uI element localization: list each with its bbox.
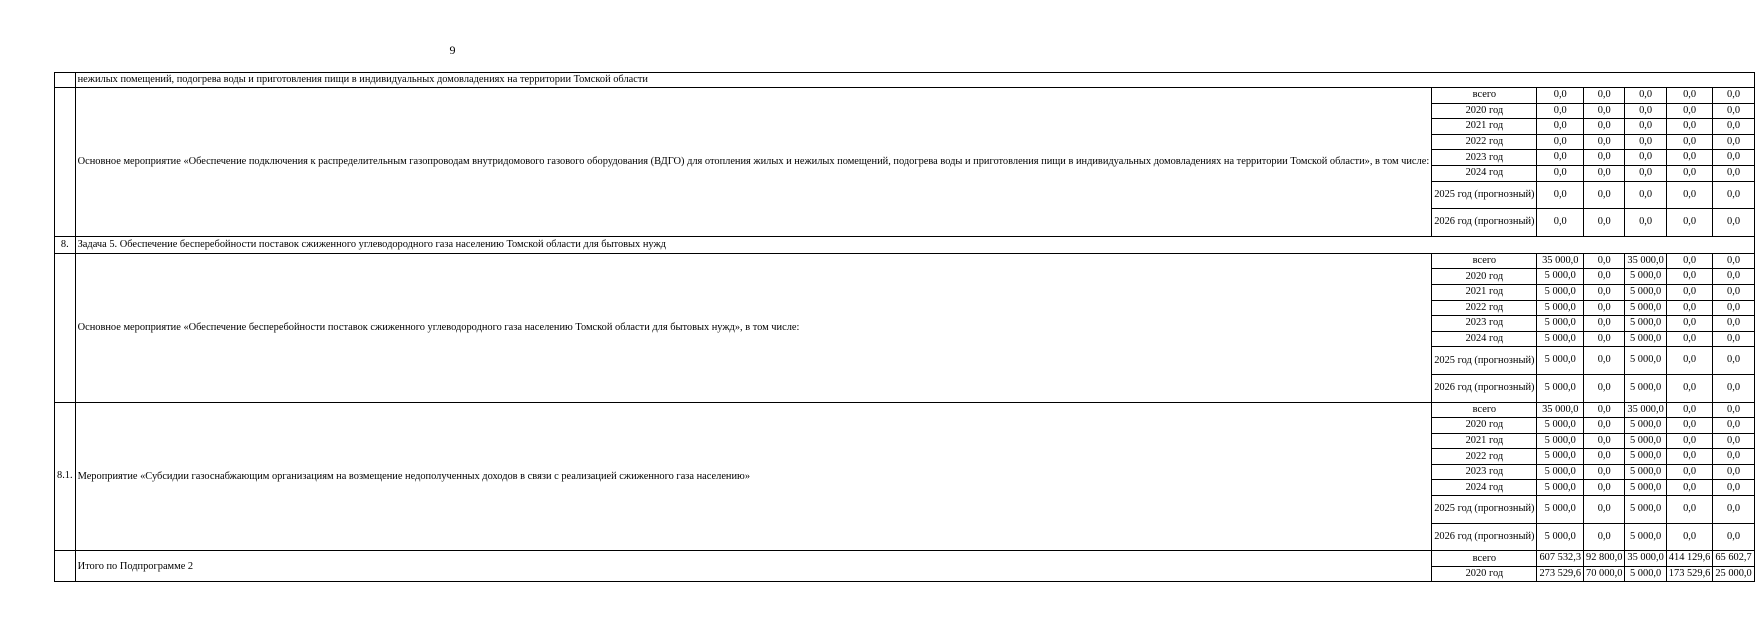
value-cell: 0,0 [1666, 181, 1713, 209]
value-cell: 0,0 [1625, 119, 1666, 135]
value-cell: 0,0 [1666, 284, 1713, 300]
value-cell: 0,0 [1666, 433, 1713, 449]
value-cell: 0,0 [1584, 150, 1625, 166]
value-cell: 65 602,7 [1713, 551, 1754, 567]
value-cell: 414 129,6 [1666, 551, 1713, 567]
value-cell: 70 000,0 [1584, 566, 1625, 582]
value-cell: 5 000,0 [1625, 331, 1666, 347]
value-cell: 273 529,6 [1537, 566, 1584, 582]
value-cell: 0,0 [1666, 402, 1713, 418]
value-cell: 0,0 [1537, 103, 1584, 119]
period-cell: 2020 год [1432, 269, 1537, 285]
period-cell: 2026 год (прогнозный) [1432, 523, 1537, 551]
value-cell: 5 000,0 [1537, 449, 1584, 465]
value-cell: 0,0 [1625, 103, 1666, 119]
value-cell: 0,0 [1584, 300, 1625, 316]
value-cell: 0,0 [1537, 209, 1584, 237]
value-cell: 5 000,0 [1625, 496, 1666, 524]
value-cell: 0,0 [1666, 150, 1713, 166]
value-cell: 0,0 [1713, 464, 1754, 480]
value-cell: 25 000,0 [1713, 566, 1754, 582]
value-cell: 5 000,0 [1625, 433, 1666, 449]
value-cell: 0,0 [1666, 209, 1713, 237]
value-cell: 0,0 [1666, 449, 1713, 465]
value-cell: 0,0 [1584, 374, 1625, 402]
value-cell: 0,0 [1584, 253, 1625, 269]
period-cell: 2021 год [1432, 433, 1537, 449]
continuation-text: нежилых помещений, подогрева воды и приготовления пищи в индивидуальных домовладениях на территории Томской области [75, 73, 1754, 88]
period-cell: всего [1432, 253, 1537, 269]
value-cell: 0,0 [1713, 150, 1754, 166]
value-cell: 0,0 [1713, 496, 1754, 524]
value-cell: 5 000,0 [1625, 269, 1666, 285]
value-cell: 0,0 [1713, 134, 1754, 150]
period-cell: 2026 год (прогнозный) [1432, 209, 1537, 237]
value-cell: 0,0 [1713, 300, 1754, 316]
continuation-num-cell [55, 73, 76, 88]
value-cell: 5 000,0 [1625, 523, 1666, 551]
value-cell: 0,0 [1584, 119, 1625, 135]
value-cell: 5 000,0 [1537, 496, 1584, 524]
value-cell: 0,0 [1713, 480, 1754, 496]
task-row [55, 236, 1755, 253]
task-number: 8. [55, 236, 76, 253]
value-cell: 0,0 [1584, 418, 1625, 434]
value-cell: 5 000,0 [1625, 284, 1666, 300]
value-cell: 0,0 [1713, 347, 1754, 375]
value-cell: 5 000,0 [1625, 464, 1666, 480]
value-cell: 5 000,0 [1537, 316, 1584, 332]
period-cell: 2020 год [1432, 418, 1537, 434]
value-cell: 0,0 [1713, 418, 1754, 434]
period-cell: 2025 год (прогнозный) [1432, 181, 1537, 209]
value-cell: 0,0 [1537, 88, 1584, 104]
value-cell: 0,0 [1713, 316, 1754, 332]
value-cell: 0,0 [1666, 165, 1713, 181]
value-cell: 0,0 [1713, 209, 1754, 237]
value-cell: 0,0 [1666, 523, 1713, 551]
value-cell: 5 000,0 [1537, 523, 1584, 551]
value-cell: 0,0 [1666, 480, 1713, 496]
value-cell: 0,0 [1537, 181, 1584, 209]
item-number [55, 551, 76, 582]
value-cell: 0,0 [1584, 523, 1625, 551]
period-cell: всего [1432, 551, 1537, 567]
value-cell: 35 000,0 [1537, 402, 1584, 418]
value-cell: 0,0 [1584, 331, 1625, 347]
value-cell: 0,0 [1713, 181, 1754, 209]
period-cell: 2021 год [1432, 119, 1537, 135]
item-number: 8.1. [55, 402, 76, 551]
value-cell: 0,0 [1537, 134, 1584, 150]
table-row [55, 88, 1755, 104]
value-cell: 0,0 [1584, 134, 1625, 150]
value-cell: 0,0 [1625, 209, 1666, 237]
value-cell: 5 000,0 [1625, 449, 1666, 465]
value-cell: 0,0 [1625, 181, 1666, 209]
value-cell: 0,0 [1584, 165, 1625, 181]
period-cell: всего [1432, 402, 1537, 418]
value-cell: 5 000,0 [1625, 566, 1666, 582]
value-cell: 0,0 [1713, 165, 1754, 181]
value-cell: 607 532,3 [1537, 551, 1584, 567]
value-cell: 0,0 [1625, 150, 1666, 166]
period-cell: 2022 год [1432, 300, 1537, 316]
value-cell: 0,0 [1584, 316, 1625, 332]
value-cell: 5 000,0 [1537, 284, 1584, 300]
period-cell: 2023 год [1432, 316, 1537, 332]
period-cell: 2025 год (прогнозный) [1432, 347, 1537, 375]
value-cell: 5 000,0 [1537, 374, 1584, 402]
value-cell: 0,0 [1666, 300, 1713, 316]
period-cell: 2021 год [1432, 284, 1537, 300]
value-cell: 0,0 [1713, 433, 1754, 449]
value-cell: 0,0 [1666, 418, 1713, 434]
value-cell: 0,0 [1625, 165, 1666, 181]
period-cell: 2024 год [1432, 480, 1537, 496]
page-number: 9 [449, 43, 456, 57]
value-cell: 5 000,0 [1625, 480, 1666, 496]
value-cell: 0,0 [1713, 119, 1754, 135]
value-cell: 0,0 [1666, 316, 1713, 332]
item-description: Основное мероприятие «Обеспечение бесперебойности поставок сжиженного углеводородного газа населению Томской области для бытовых нужд», в том числе: [75, 253, 1432, 402]
value-cell: 92 800,0 [1584, 551, 1625, 567]
value-cell: 0,0 [1584, 480, 1625, 496]
value-cell: 0,0 [1666, 88, 1713, 104]
value-cell: 0,0 [1713, 374, 1754, 402]
period-cell: 2023 год [1432, 464, 1537, 480]
value-cell: 0,0 [1666, 134, 1713, 150]
value-cell: 0,0 [1584, 284, 1625, 300]
value-cell: 0,0 [1584, 209, 1625, 237]
value-cell: 0,0 [1666, 253, 1713, 269]
period-cell: 2022 год [1432, 134, 1537, 150]
value-cell: 0,0 [1537, 119, 1584, 135]
item-description: Итого по Подпрограмме 2 [75, 551, 1432, 582]
value-cell: 35 000,0 [1625, 253, 1666, 269]
value-cell: 0,0 [1584, 402, 1625, 418]
value-cell: 0,0 [1713, 449, 1754, 465]
item-description: Мероприятие «Субсидии газоснабжающим организациям на возмещение недополученных доходов в связи с реализацией сжиженного газа населению» [75, 402, 1432, 551]
value-cell: 0,0 [1584, 449, 1625, 465]
period-cell: 2024 год [1432, 331, 1537, 347]
value-cell: 0,0 [1625, 88, 1666, 104]
value-cell: 0,0 [1713, 402, 1754, 418]
value-cell: 0,0 [1666, 347, 1713, 375]
item-number [55, 253, 76, 402]
period-cell: 2020 год [1432, 103, 1537, 119]
value-cell: 5 000,0 [1537, 433, 1584, 449]
value-cell: 0,0 [1584, 269, 1625, 285]
value-cell: 0,0 [1584, 347, 1625, 375]
value-cell: 0,0 [1713, 253, 1754, 269]
value-cell: 0,0 [1537, 165, 1584, 181]
value-cell: 5 000,0 [1537, 464, 1584, 480]
value-cell: 0,0 [1584, 103, 1625, 119]
value-cell: 0,0 [1625, 134, 1666, 150]
value-cell: 5 000,0 [1537, 300, 1584, 316]
continuation-row [55, 73, 1755, 88]
value-cell: 0,0 [1666, 119, 1713, 135]
period-cell: 2026 год (прогнозный) [1432, 374, 1537, 402]
period-cell: 2022 год [1432, 449, 1537, 465]
period-cell: 2025 год (прогнозный) [1432, 496, 1537, 524]
period-cell: 2024 год [1432, 165, 1537, 181]
budget-table [54, 72, 1755, 582]
value-cell: 0,0 [1713, 284, 1754, 300]
value-cell: 5 000,0 [1537, 331, 1584, 347]
value-cell: 5 000,0 [1537, 480, 1584, 496]
value-cell: 0,0 [1666, 331, 1713, 347]
value-cell: 0,0 [1666, 103, 1713, 119]
value-cell: 5 000,0 [1625, 316, 1666, 332]
value-cell: 5 000,0 [1625, 374, 1666, 402]
value-cell: 173 529,6 [1666, 566, 1713, 582]
value-cell: 35 000,0 [1625, 551, 1666, 567]
item-description: Основное мероприятие «Обеспечение подключения к распределительным газопроводам внутридомового газового оборудования (ВДГО) для отопления жилых и нежилых помещений, подогрева воды и приготовления пищи в индивидуальных домовладениях на территории Томской области», в том числе: [75, 88, 1432, 237]
table-row [55, 402, 1755, 418]
value-cell: 35 000,0 [1537, 253, 1584, 269]
item-number [55, 88, 76, 237]
value-cell: 0,0 [1666, 269, 1713, 285]
value-cell: 0,0 [1537, 150, 1584, 166]
value-cell: 5 000,0 [1537, 347, 1584, 375]
value-cell: 0,0 [1584, 433, 1625, 449]
value-cell: 0,0 [1584, 496, 1625, 524]
task-text: Задача 5. Обеспечение бесперебойности поставок сжиженного углеводородного газа населению Томской области для бытовых нужд [75, 236, 1754, 253]
value-cell: 0,0 [1713, 88, 1754, 104]
table-row [55, 551, 1755, 567]
value-cell: 5 000,0 [1537, 418, 1584, 434]
value-cell: 0,0 [1713, 103, 1754, 119]
value-cell: 0,0 [1666, 374, 1713, 402]
value-cell: 5 000,0 [1625, 300, 1666, 316]
value-cell: 5 000,0 [1625, 347, 1666, 375]
value-cell: 35 000,0 [1625, 402, 1666, 418]
period-cell: всего [1432, 88, 1537, 104]
value-cell: 0,0 [1584, 181, 1625, 209]
value-cell: 0,0 [1666, 464, 1713, 480]
value-cell: 0,0 [1713, 523, 1754, 551]
value-cell: 5 000,0 [1537, 269, 1584, 285]
period-cell: 2023 год [1432, 150, 1537, 166]
value-cell: 0,0 [1666, 496, 1713, 524]
value-cell: 0,0 [1713, 331, 1754, 347]
table-row [55, 253, 1755, 269]
value-cell: 5 000,0 [1625, 418, 1666, 434]
period-cell: 2020 год [1432, 566, 1537, 582]
value-cell: 0,0 [1713, 269, 1754, 285]
value-cell: 0,0 [1584, 88, 1625, 104]
value-cell: 0,0 [1584, 464, 1625, 480]
